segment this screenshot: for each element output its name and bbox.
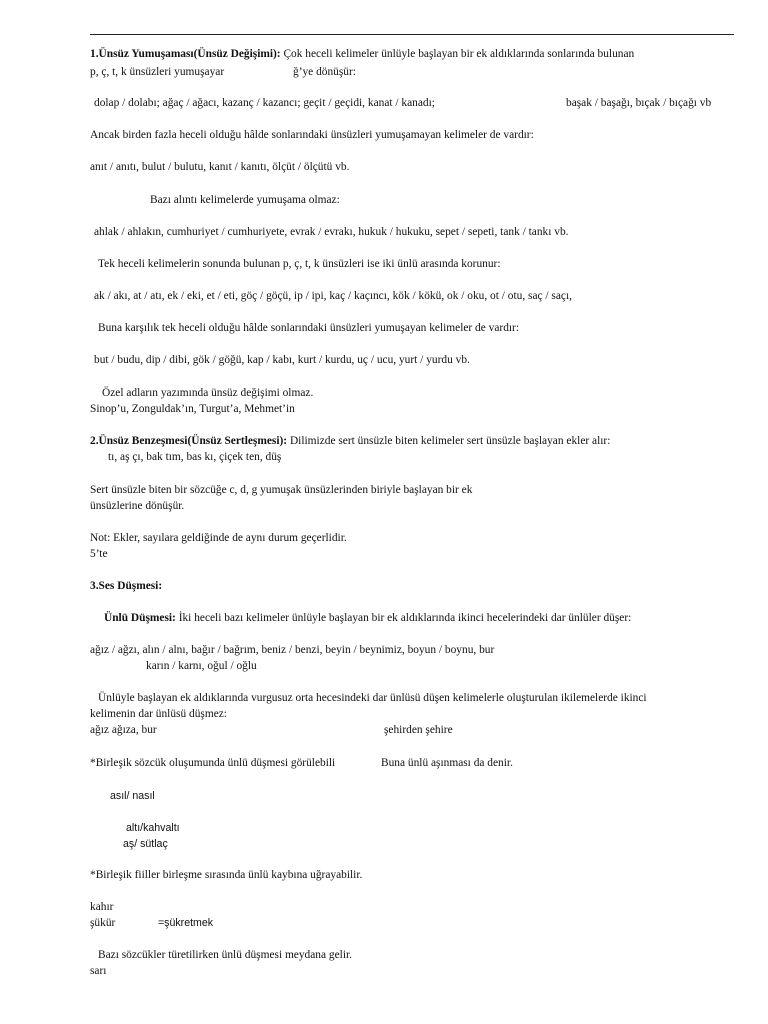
section3-example5: sarı bbox=[90, 965, 107, 977]
section3-sub-line bbox=[104, 611, 631, 625]
section3-example3b: altı/kahvaltı bbox=[126, 822, 180, 834]
section2-text: Dilimizde sert ünsüzle biten kelimeler sert ünsüzle başlayan ekler alır: bbox=[287, 435, 611, 447]
section1-line1 bbox=[90, 47, 634, 61]
section3-paragraph5: Bazı sözcükler türetilirken ünlü düşmesi meydana gelir. bbox=[98, 949, 353, 961]
section1-paragraph5: Buna karşılık tek heceli olduğu hâlde sonlarındaki ünsüzleri yumuşayan kelimeler de vardır: bbox=[98, 322, 520, 334]
section1-heading: 1.Ünsüz Yumuşaması(Ünsüz Değişimi): bbox=[90, 48, 281, 60]
section2-heading: 2.Ünsüz Benzeşmesi(Ünsüz Sertleşmesi): bbox=[90, 435, 288, 447]
section3-paragraph4: *Birleşik fiiller birleşme sırasında ünlü kaybına uğrayabilir. bbox=[90, 869, 363, 881]
section1-paragraph2: Ancak birden fazla heceli olduğu hâlde sonlarındaki ünsüzleri yumuşamayan kelimeler de vardır: bbox=[90, 129, 534, 141]
section1-example3: ahlak / ahlakın, cumhuriyet / cumhuriyete, evrak / evrakı, hukuk / hukuku, sepet / sepeti, tank / tankı vb. bbox=[94, 226, 569, 238]
section3-example4b: şükür bbox=[90, 917, 116, 929]
section3-paragraph2a: Ünlüyle başlayan ek aldıklarında vurgusuz orta hecesindeki dar ünlüsü düşen kelimelerle oluşturulan ikilemelerde ikinci bbox=[98, 692, 647, 704]
section2-paragraph2b: ünsüzlerine dönüşür. bbox=[90, 500, 185, 512]
section3-example2b: şehirden şehire bbox=[384, 724, 453, 736]
section1-line2a: p, ç, t, k ünsüzleri yumuşayar bbox=[90, 66, 225, 78]
section1-example5: but / budu, dip / dibi, gök / göğü, kap / kabı, kurt / kurdu, uç / ucu, yurt / yurdu vb. bbox=[94, 354, 470, 366]
section1-text: Çok heceli kelimeler ünlüyle başlayan bir ek aldıklarında sonlarında bulunan bbox=[280, 48, 635, 60]
section1-example2: anıt / anıtı, bulut / bulutu, kanıt / kanıtı, ölçüt / ölçütü vb. bbox=[90, 161, 350, 173]
section2-example2: 5’te bbox=[90, 548, 108, 560]
section1-paragraph4: Tek heceli kelimelerin sonunda bulunan p, ç, t, k ünsüzleri ise iki ünlü arasında korunur: bbox=[98, 258, 501, 270]
section3-example4c: =şükretmek bbox=[158, 917, 214, 929]
top-rule bbox=[90, 34, 734, 35]
section1-example1: dolap / dolabı; ağaç / ağacı, kazanç / kazancı; geçit / geçidi, kanat / kanadı; bbox=[94, 97, 435, 109]
section3-example1a: ağız / ağzı, alın / alnı, bağır / bağrım, beniz / benzi, beyin / beynimiz, boyun / boynu, bur bbox=[90, 644, 495, 656]
section2-paragraph2a: Sert ünsüzle biten bir sözcüğe c, d, g yumuşak ünsüzlerinden biriyle başlayan bir ek bbox=[90, 484, 473, 496]
section1-line2b: ğ’ye dönüşür: bbox=[293, 66, 356, 78]
section3-sub-heading: Ünlü Düşmesi: bbox=[104, 612, 176, 624]
section3-example2a: ağız ağıza, bur bbox=[90, 724, 157, 736]
section3-heading-text: 3.Ses Düşmesi: bbox=[90, 580, 163, 592]
section1-example1b: başak / başağı, bıçak / bıçağı vb bbox=[566, 97, 712, 109]
section3-paragraph2b: kelimenin dar ünlüsü düşmez: bbox=[90, 708, 227, 720]
section3-paragraph3a: *Birleşik sözcük oluşumunda ünlü düşmesi görülebili bbox=[90, 757, 336, 769]
section3-paragraph3b: Buna ünlü aşınması da denir. bbox=[381, 757, 513, 769]
section1-example6: Sinop’u, Zonguldak’ın, Turgut’a, Mehmet’in bbox=[90, 403, 295, 415]
section1-example4: ak / akı, at / atı, ek / eki, et / eti, göç / göçü, ip / ipi, kaç / kaçıncı, kök / kökü, ok / oku, ot / otu, saç / saçı, bbox=[94, 290, 572, 302]
section1-paragraph6: Özel adların yazımında ünsüz değişimi olmaz. bbox=[102, 387, 314, 399]
section3-example1b: karın / karnı, oğul / oğlu bbox=[146, 660, 257, 672]
section2-line1 bbox=[90, 434, 610, 448]
section3-example4a: kahır bbox=[90, 901, 114, 913]
section3-example3a: asıl/ nasıl bbox=[110, 790, 155, 802]
section3-heading bbox=[90, 579, 162, 593]
section2-note: Not: Ekler, sayılara geldiğinde de aynı durum geçerlidir. bbox=[90, 532, 347, 544]
section2-example1: tı, aş çı, bak tım, bas kı, çiçek ten, düş bbox=[108, 451, 282, 463]
section3-example3c: aş/ sütlaç bbox=[123, 838, 168, 850]
section3-sub-text: İki heceli bazı kelimeler ünlüyle başlayan bir ek aldıklarında ikinci hecelerindeki dar ünlüler düşer: bbox=[175, 612, 632, 624]
section1-paragraph3: Bazı alıntı kelimelerde yumuşama olmaz: bbox=[150, 194, 340, 206]
